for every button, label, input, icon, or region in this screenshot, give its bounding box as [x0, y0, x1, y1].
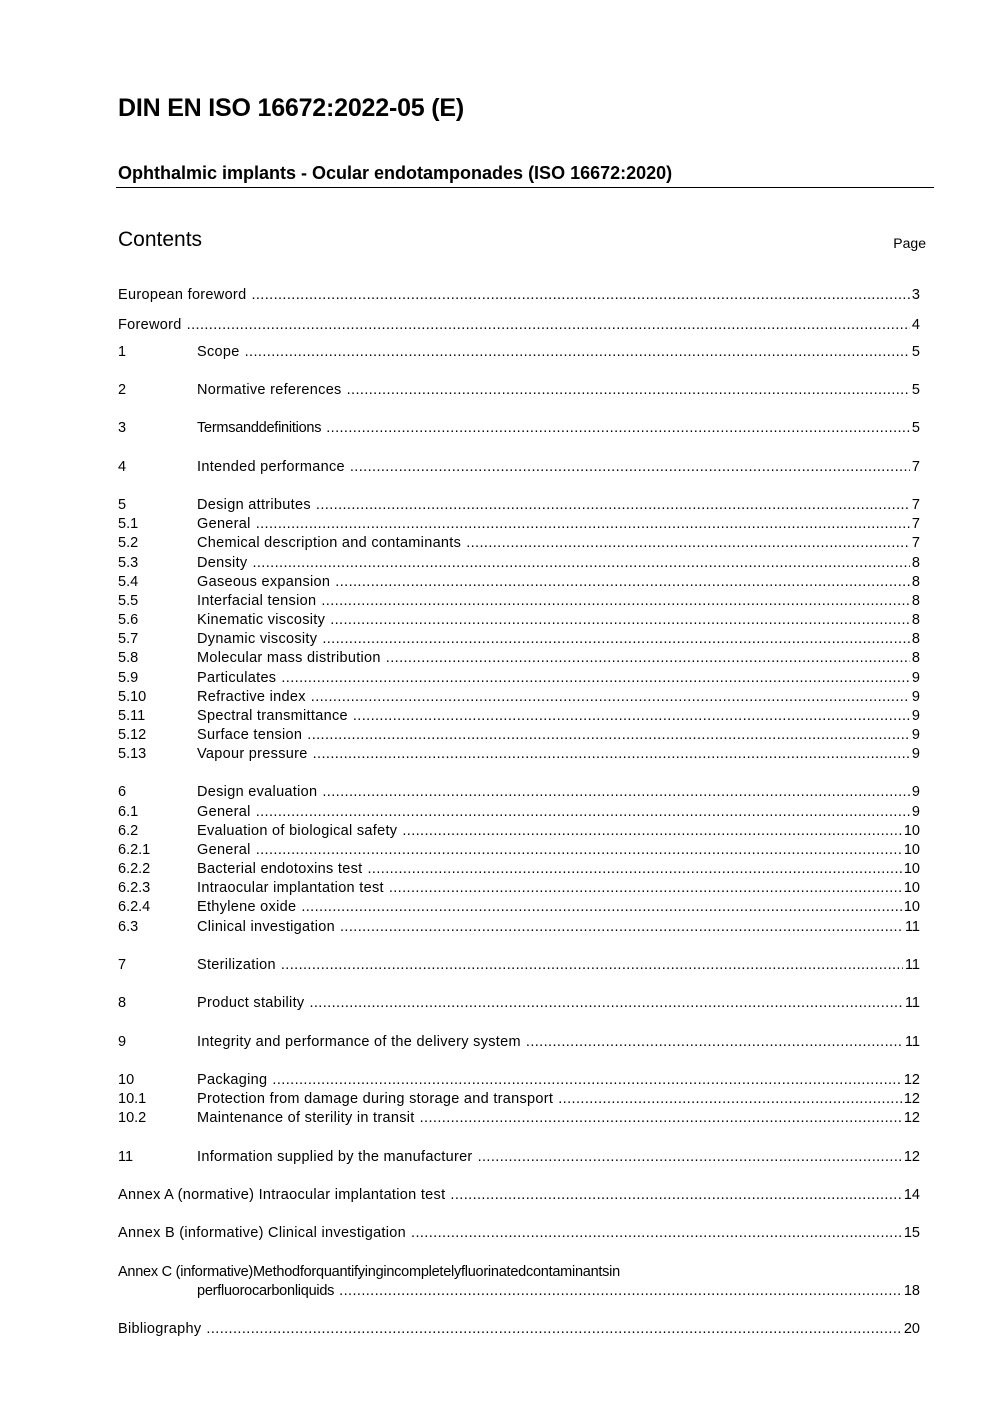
toc-label: Integrity and performance of the delivery system — [197, 1034, 521, 1050]
dot-leader — [330, 611, 910, 630]
dot-leader — [321, 592, 910, 611]
dot-leader — [367, 860, 901, 879]
toc-number: 10 — [118, 1072, 135, 1088]
dot-leader — [245, 343, 910, 362]
toc-entry-10-1[interactable] — [118, 1090, 920, 1109]
toc-entry-foreword[interactable] — [118, 316, 920, 335]
toc-page: 5 — [911, 382, 920, 398]
dot-leader — [251, 286, 909, 305]
toc-page: 11 — [904, 995, 920, 1011]
toc-label: Evaluation of biological safety — [197, 823, 398, 839]
toc-entry-1[interactable] — [118, 343, 920, 362]
toc-entry-5-3[interactable] — [118, 554, 920, 573]
dot-leader — [347, 381, 910, 400]
toc-label: Refractive index — [197, 689, 306, 705]
toc-page: 8 — [911, 574, 920, 590]
toc-page: 11 — [904, 957, 920, 973]
toc-number: 5.13 — [118, 746, 147, 762]
toc-entry-4[interactable] — [118, 458, 920, 477]
toc-entry-bibliography[interactable] — [118, 1320, 920, 1339]
toc-entry-6-2[interactable] — [118, 822, 920, 841]
toc-number: 9 — [118, 1034, 127, 1050]
toc-page: 12 — [903, 1149, 920, 1165]
toc-page: 10 — [903, 861, 920, 877]
document-title: DIN EN ISO 16672:2022-05 (E) — [118, 94, 464, 122]
toc-page: 11 — [904, 919, 920, 935]
toc-number: 5.12 — [118, 727, 147, 743]
toc-number: 5.1 — [118, 516, 139, 532]
toc-page: 14 — [903, 1187, 920, 1203]
toc-entry-6-3[interactable] — [118, 918, 920, 937]
toc-number: 5.4 — [118, 574, 139, 590]
toc-label: Termsanddefinitions — [197, 420, 322, 436]
toc-entry-5-2[interactable] — [118, 534, 920, 553]
toc-label: Clinical investigation — [197, 919, 335, 935]
toc-number: 6.2 — [118, 823, 139, 839]
toc-page: 9 — [911, 708, 920, 724]
dot-leader — [322, 783, 910, 802]
toc-entry-7[interactable] — [118, 956, 920, 975]
toc-label: Molecular mass distribution — [197, 650, 381, 666]
dot-leader — [316, 496, 910, 515]
toc-page: 3 — [911, 287, 920, 303]
toc-label: Protection from damage during storage and transport — [197, 1091, 554, 1107]
toc-label: Normative references — [197, 382, 342, 398]
dot-leader — [450, 1186, 901, 1205]
toc-number: 5.3 — [118, 555, 139, 571]
toc-number: 5.8 — [118, 650, 139, 666]
toc-entry-annex-b[interactable] — [118, 1224, 920, 1243]
toc-label: Bibliography — [118, 1321, 202, 1337]
dot-leader — [256, 803, 910, 822]
toc-number: 1 — [118, 344, 127, 360]
toc-page: 12 — [903, 1072, 920, 1088]
toc-page: 10 — [903, 899, 920, 915]
dot-leader — [353, 707, 910, 726]
toc-entry-annex-c-continued[interactable] — [118, 1282, 920, 1301]
dot-leader — [339, 1282, 902, 1301]
toc-page: 8 — [911, 555, 920, 571]
dot-leader — [478, 1148, 902, 1167]
toc-page: 9 — [911, 689, 920, 705]
toc-entry-5-11[interactable] — [118, 707, 920, 726]
toc-label: Product stability — [197, 995, 305, 1011]
toc-entry-5-12[interactable] — [118, 726, 920, 745]
dot-leader — [402, 822, 902, 841]
toc-entry-6-1[interactable] — [118, 803, 920, 822]
toc-number: 5.2 — [118, 535, 139, 551]
toc-label: General — [197, 516, 251, 532]
toc-label: Design attributes — [197, 497, 311, 513]
toc-entry-5-13[interactable] — [118, 745, 920, 764]
toc-label: Sterilization — [197, 957, 276, 973]
dot-leader — [187, 316, 910, 335]
toc-page: 20 — [903, 1321, 920, 1337]
toc-page: 9 — [911, 804, 920, 820]
toc-page: 5 — [911, 344, 920, 360]
toc-number: 6.2.3 — [118, 880, 151, 896]
toc-entry-8[interactable] — [118, 994, 920, 1013]
toc-page: 7 — [911, 535, 920, 551]
toc-label: Ethylene oxide — [197, 899, 297, 915]
toc-label: Packaging — [197, 1072, 268, 1088]
toc-number: 6 — [118, 784, 127, 800]
toc-label: Annex A (normative) Intraocular implantation test — [118, 1187, 446, 1203]
toc-number: 5.9 — [118, 670, 139, 686]
toc-label: Surface tension — [197, 727, 303, 743]
toc-number: 10.2 — [118, 1110, 147, 1126]
toc-entry-10-2[interactable] — [118, 1109, 920, 1128]
toc-entry-6-2-4[interactable] — [118, 898, 920, 917]
title-rule — [116, 187, 934, 188]
toc-number: 10.1 — [118, 1091, 147, 1107]
toc-entry-2[interactable] — [118, 381, 920, 400]
dot-leader — [526, 1033, 903, 1052]
toc-entry-9[interactable] — [118, 1033, 920, 1052]
dot-leader — [206, 1320, 901, 1339]
toc-entry-5-1[interactable] — [118, 515, 920, 534]
dot-leader — [322, 630, 910, 649]
toc-page: 8 — [911, 593, 920, 609]
dot-leader — [252, 554, 909, 573]
toc-entry-6[interactable] — [118, 783, 920, 802]
dot-leader — [558, 1090, 902, 1109]
toc-label: Annex B (informative) Clinical investigation — [118, 1225, 407, 1241]
dot-leader — [301, 898, 902, 917]
toc-label: Dynamic viscosity — [197, 631, 318, 647]
toc-label: Intraocular implantation test — [197, 880, 384, 896]
toc-page: 10 — [903, 842, 920, 858]
toc-number: 5.5 — [118, 593, 139, 609]
toc-page: 4 — [911, 317, 920, 333]
toc-entry-6-2-2[interactable] — [118, 860, 920, 879]
toc-number: 5 — [118, 497, 127, 513]
toc-number: 4 — [118, 459, 127, 475]
toc-number: 6.3 — [118, 919, 139, 935]
contents-heading: Contents — [118, 228, 203, 251]
document-subtitle: Ophthalmic implants - Ocular endotamponades (ISO 16672:2020) — [118, 163, 673, 183]
dot-leader — [256, 841, 902, 860]
toc-number: 7 — [118, 957, 127, 973]
dot-leader — [281, 669, 910, 688]
toc-page: 18 — [903, 1283, 920, 1299]
toc-number: 5.10 — [118, 689, 147, 705]
toc-label: Kinematic viscosity — [197, 612, 326, 628]
toc-page: 9 — [911, 784, 920, 800]
toc-label: Chemical description and contaminants — [197, 535, 462, 551]
toc-label: Foreword — [118, 317, 182, 333]
toc-entry-5-6[interactable] — [118, 611, 920, 630]
dot-leader — [313, 745, 910, 764]
toc-label: Spectral transmittance — [197, 708, 348, 724]
toc-label: Maintenance of sterility in transit — [197, 1110, 415, 1126]
toc-number: 6.2.4 — [118, 899, 151, 915]
toc-page: 10 — [903, 880, 920, 896]
toc-number: 2 — [118, 382, 127, 398]
toc-page: 8 — [911, 650, 920, 666]
toc-entry-10[interactable] — [118, 1071, 920, 1090]
dot-leader — [389, 879, 902, 898]
toc-label: Interfacial tension — [197, 593, 317, 609]
toc-page: 8 — [911, 612, 920, 628]
toc-label: Particulates — [197, 670, 277, 686]
toc-number: 5.11 — [118, 708, 146, 724]
toc-label: General — [197, 804, 251, 820]
dot-leader — [309, 994, 902, 1013]
toc-label: Information supplied by the manufacturer — [197, 1149, 473, 1165]
toc-label: Bacterial endotoxins test — [197, 861, 363, 877]
page-column-heading: Page — [893, 235, 926, 251]
dot-leader — [311, 688, 910, 707]
toc-label: European foreword — [118, 287, 247, 303]
toc-label: General — [197, 842, 251, 858]
toc-number: 8 — [118, 995, 127, 1011]
toc-entry-european-foreword[interactable] — [118, 286, 920, 305]
toc-label: Gaseous expansion — [197, 574, 331, 590]
toc-entry-5-7[interactable] — [118, 630, 920, 649]
toc-number: 3 — [118, 420, 127, 436]
toc-entry-5-10[interactable] — [118, 688, 920, 707]
dot-leader — [272, 1071, 901, 1090]
dot-leader — [466, 534, 910, 553]
toc-label: perfluorocarbonliquids — [197, 1283, 335, 1299]
toc-page: 5 — [911, 420, 920, 436]
toc-label: Density — [197, 555, 248, 571]
dot-leader — [256, 515, 910, 534]
toc-page: 12 — [903, 1091, 920, 1107]
dot-leader — [335, 573, 910, 592]
toc-number: 11 — [118, 1149, 134, 1165]
toc-page: 12 — [903, 1110, 920, 1126]
toc-page: 10 — [903, 823, 920, 839]
toc-label: Annex C (informative)Methodforquantifyingincompletelyfluorinatedcontaminantsin — [118, 1264, 620, 1280]
dot-leader — [340, 918, 903, 937]
toc-page: 9 — [911, 670, 920, 686]
dot-leader — [411, 1224, 902, 1243]
toc-entry-3[interactable] — [118, 419, 920, 438]
toc-entry-5-5[interactable] — [118, 592, 920, 611]
toc-page: 7 — [911, 497, 920, 513]
toc-entry-5-4[interactable] — [118, 573, 920, 592]
toc-entry-6-2-1[interactable] — [118, 841, 920, 860]
toc-page: 7 — [911, 516, 920, 532]
toc-label: Scope — [197, 344, 240, 360]
toc-number: 5.6 — [118, 612, 139, 628]
toc-entry-annex-c[interactable] — [118, 1263, 920, 1282]
toc-number: 6.1 — [118, 804, 139, 820]
toc-page: 7 — [911, 459, 920, 475]
toc-label: Intended performance — [197, 459, 345, 475]
toc-page: 8 — [911, 631, 920, 647]
dot-leader — [350, 458, 910, 477]
dot-leader — [281, 956, 903, 975]
toc-entry-11[interactable] — [118, 1148, 920, 1167]
toc-page: 9 — [911, 746, 920, 762]
toc-page: 9 — [911, 727, 920, 743]
toc-entry-5-8[interactable] — [118, 649, 920, 668]
toc-entry-annex-a[interactable] — [118, 1186, 920, 1205]
toc-number: 5.7 — [118, 631, 139, 647]
toc-number: 6.2.1 — [118, 842, 151, 858]
toc-entry-5[interactable] — [118, 496, 920, 515]
toc-entry-6-2-3[interactable] — [118, 879, 920, 898]
dot-leader — [326, 419, 910, 438]
toc-number: 6.2.2 — [118, 861, 151, 877]
toc-page: 11 — [904, 1034, 920, 1050]
toc-label: Design evaluation — [197, 784, 318, 800]
dot-leader — [420, 1109, 902, 1128]
toc-page: 15 — [903, 1225, 920, 1241]
dot-leader — [307, 726, 910, 745]
toc-label: Vapour pressure — [197, 746, 308, 762]
dot-leader — [386, 649, 910, 668]
toc-entry-5-9[interactable] — [118, 669, 920, 688]
